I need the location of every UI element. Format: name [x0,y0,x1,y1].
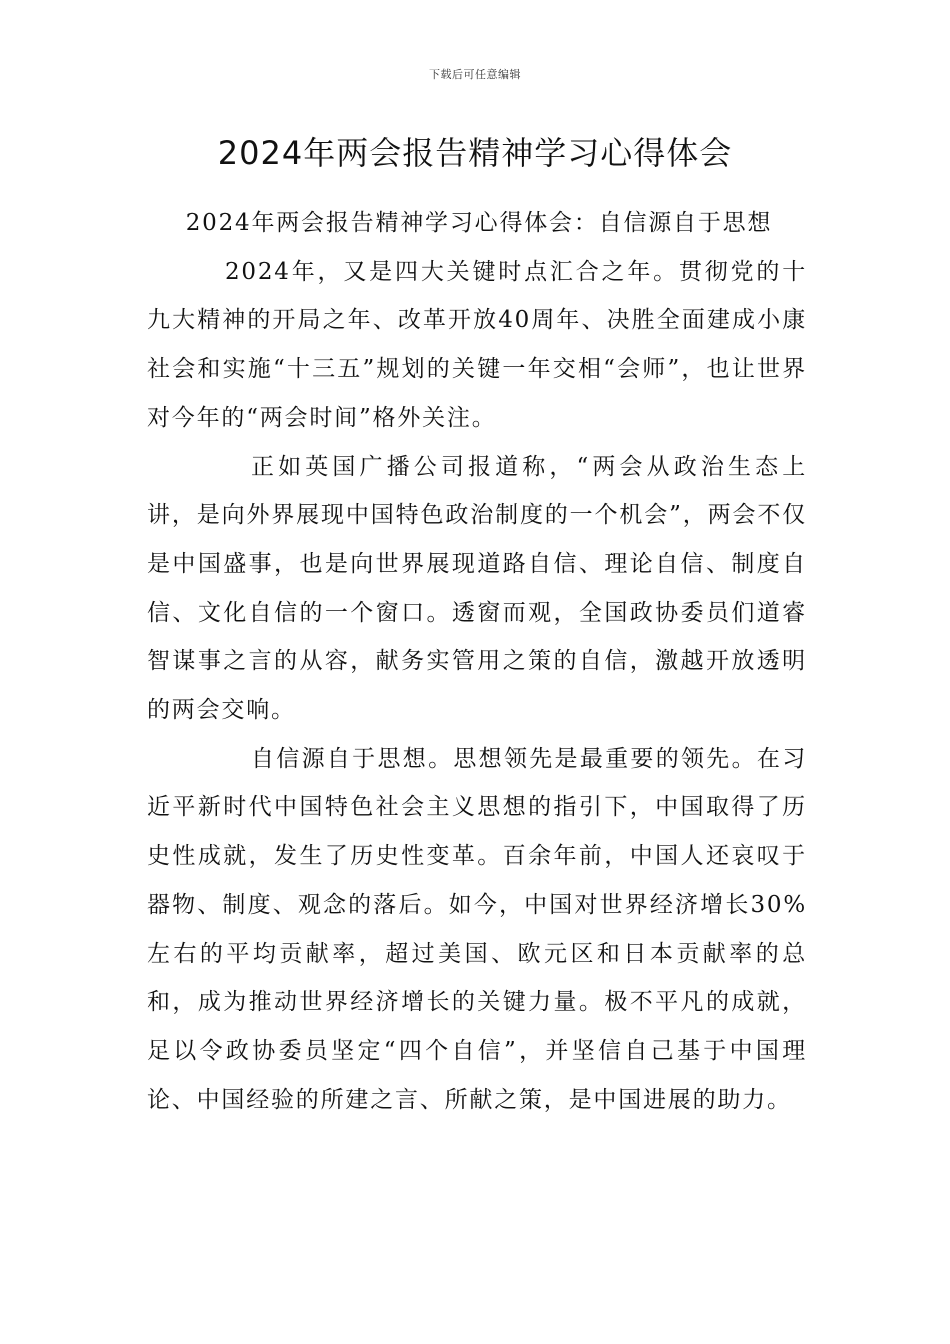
header-note: 下载后可任意编辑 [429,68,521,81]
document-subtitle: 2024年两会报告精神学习心得体会：自信源自于思想 [185,210,773,236]
paragraph-3: 自信源自于思想。思想领先是最重要的领先。在习近平新时代中国特色社会主义思想的指引下，中国取得了历史性成就，发生了历史性变革。百余年前，中国人还哀叹于器物、制度、观念的落后。如今，中国对世界经济增长30%左右的平均贡献率，超过美国、欧元区和日本贡献率的总和，成为推动世界经济增长的关键力量。极不平凡的成就，足以令政协委员坚定“四个自信”，并坚信自己基于中国理论、中国经验的所建之言、所献之策，是中国进展的助力。 [147,745,807,1113]
paragraph-2: 正如英国广播公司报道称，“两会从政治生态上讲，是向外界展现中国特色政治制度的一个机会”，两会不仅是中国盛事，也是向世界展现道路自信、理论自信、制度自信、文化自信的一个窗口。透窗而观，全国政协委员们道睿智谋事之言的从容，献务实管用之策的自信，激越开放透明的两会交响。 [147,453,807,724]
paragraph-1: 2024年，又是四大关键时点汇合之年。贯彻党的十九大精神的开局之年、改革开放40周年、决胜全面建成小康社会和实施“十三五”规划的关键一年交相“会师”，也让世界对今年的“两会时间”格外关注。 [147,258,807,431]
document-title: 2024年两会报告精神学习心得体会 [217,134,733,172]
document-body [147,199,807,1124]
